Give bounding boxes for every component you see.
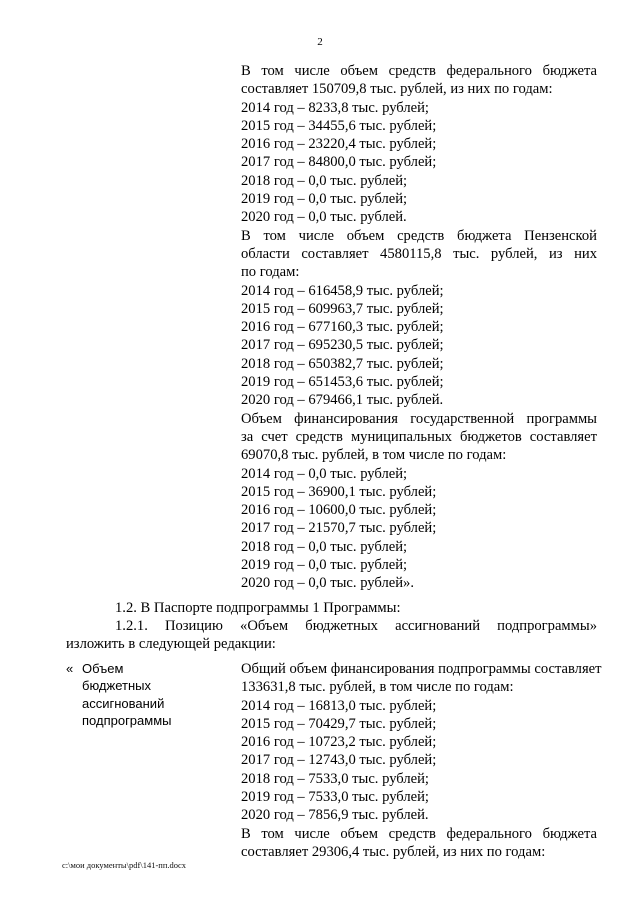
text-line: 2016 год – 10600,0 тыс. рублей; (241, 502, 437, 519)
section-1-2-1-text: 1.2.1. Позицию «Объем бюджетных ассигнований подпрограммы» (115, 618, 597, 634)
text-line: 2019 год – 7533,0 тыс. рублей; (241, 789, 429, 806)
text-line: 2016 год – 677160,3 тыс. рублей; (241, 319, 444, 336)
text-line: 2017 год – 21570,7 тыс. рублей; (241, 520, 437, 537)
page-number: 2 (317, 36, 323, 48)
text-line: 2020 год – 679466,1 тыс. рублей. (241, 392, 444, 409)
text-line: В том числе объем средств федерального бюджета (241, 825, 597, 842)
footer-file-path: c:\мои документы\pdf\141-пп.docx (62, 860, 187, 870)
text-line: 2016 год – 10723,2 тыс. рублей; (241, 734, 437, 751)
label-line-1: « Объем (66, 661, 124, 676)
text-line: 2018 год – 0,0 тыс. рублей; (241, 538, 408, 555)
text-line: за счет средств муниципальных бюджетов составляет (241, 428, 597, 445)
text-line: 2015 год – 609963,7 тыс. рублей; (241, 300, 444, 317)
open-quote: « (66, 661, 74, 676)
section-1-2-heading: 1.2. В Паспорте подпрограммы 1 Программы: (115, 600, 401, 616)
text-line: Объем финансирования государственной программы (241, 410, 597, 427)
text-line: области составляет 4580115,8 тыс. рублей, из них (241, 245, 597, 262)
text-line: 2015 год – 70429,7 тыс. рублей; (241, 715, 437, 732)
text-line: 69070,8 тыс. рублей, в том числе по годам: (241, 447, 507, 464)
text-line: 2015 год – 36900,1 тыс. рублей; (241, 483, 437, 500)
text-line: 2020 год – 0,0 тыс. рублей». (241, 575, 414, 592)
section-1-2-1-text-cont: изложить в следующей редакции: (66, 636, 276, 652)
text-line: 2014 год – 8233,8 тыс. рублей; (241, 99, 429, 116)
text-line: В том числе объем средств бюджета Пензенской (241, 227, 597, 244)
text-line: 2020 год – 0,0 тыс. рублей. (241, 209, 407, 226)
label-line-3: ассигнований (82, 695, 165, 711)
text-line: 2014 год – 16813,0 тыс. рублей; (241, 697, 437, 714)
text-line: 2019 год – 0,0 тыс. рублей; (241, 191, 408, 208)
label-line-4: подпрограммы (82, 713, 172, 729)
text-line: 2020 год – 7856,9 тыс. рублей. (241, 807, 429, 824)
text-line: 2017 год – 695230,5 тыс. рублей; (241, 337, 444, 354)
text-line: 2018 год – 0,0 тыс. рублей; (241, 172, 408, 189)
text-line: В том числе объем средств федерального бюджета (241, 63, 597, 79)
text-line: 133631,8 тыс. рублей, в том числе по годам: (241, 679, 514, 696)
text-line: 2014 год – 616458,9 тыс. рублей; (241, 282, 444, 299)
text-line: составляет 29306,4 тыс. рублей, из них по годам: (241, 843, 546, 860)
text-line: 2018 год – 650382,7 тыс. рублей; (241, 355, 444, 372)
text-line: по годам: (241, 264, 300, 281)
table-label-cell (66, 660, 236, 730)
text-line: 2019 год – 0,0 тыс. рублей; (241, 557, 408, 574)
text-line: 2014 год – 0,0 тыс. рублей; (241, 465, 408, 482)
text-line: 2016 год – 23220,4 тыс. рублей; (241, 136, 437, 153)
text-line: 2017 год – 84800,0 тыс. рублей; (241, 154, 437, 171)
text-line: Общий объем финансирования подпрограммы составляет (241, 661, 602, 677)
text-line: 2019 год – 651453,6 тыс. рублей; (241, 374, 444, 391)
table-value-cell (241, 660, 602, 861)
text-line: 2018 год – 7533,0 тыс. рублей; (241, 770, 429, 787)
budget-text-block (241, 62, 597, 593)
text-line: 2017 год – 12743,0 тыс. рублей; (241, 752, 437, 769)
text-line: 2015 год – 34455,6 тыс. рублей; (241, 117, 437, 134)
text-line: составляет 150709,8 тыс. рублей, из них по годам: (241, 81, 553, 98)
label-line-2: бюджетных (82, 678, 151, 694)
